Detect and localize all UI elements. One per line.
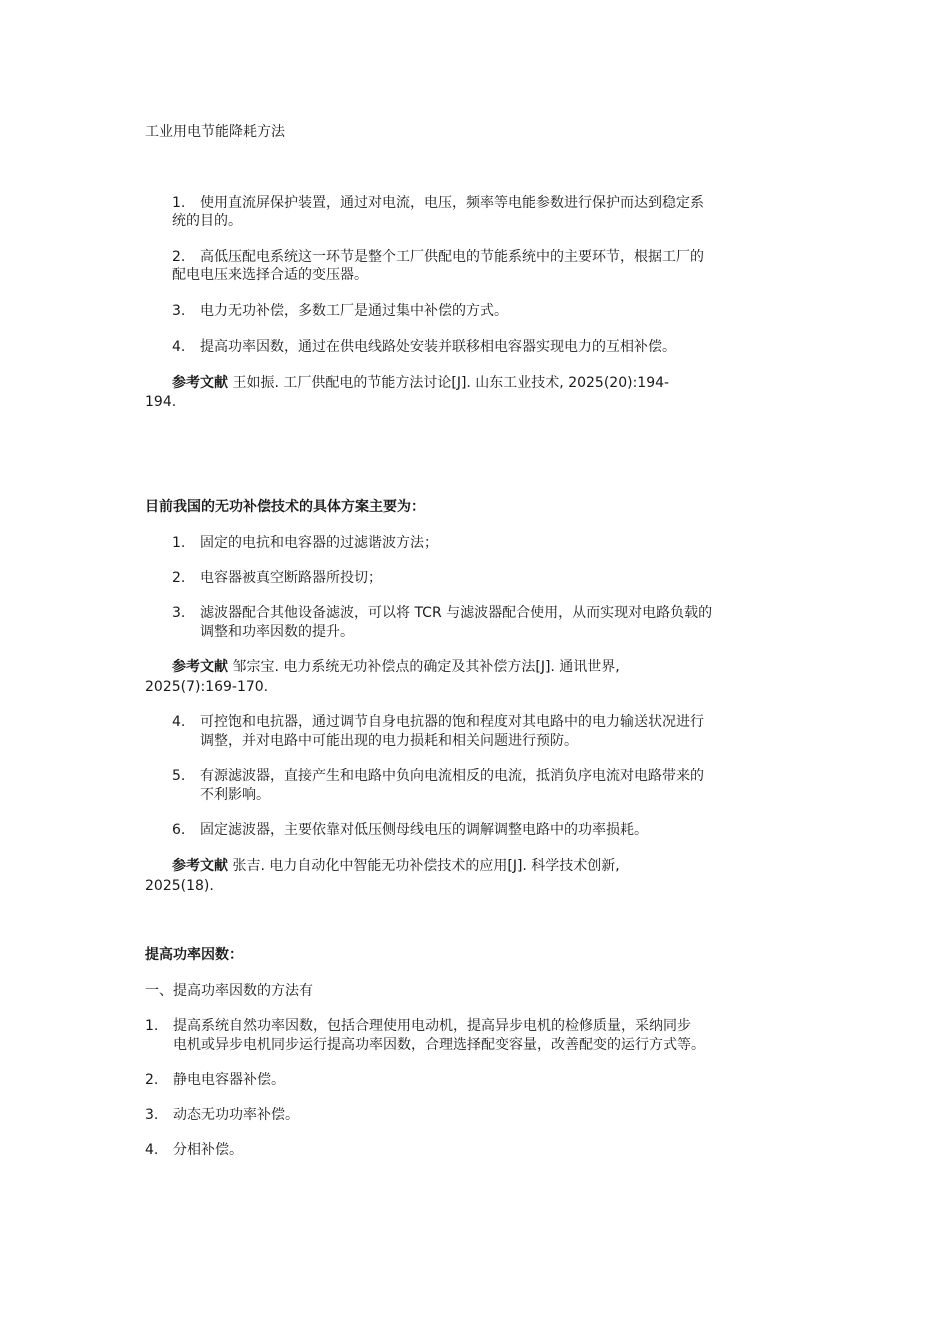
list-item (145, 1070, 285, 1090)
reference-text-cont: 2025(18). (145, 878, 214, 894)
reference (172, 856, 620, 876)
item-text-cont: 调整，并对电路中可能出现的电力损耗和相关问题进行预防。 (200, 733, 578, 749)
item-text: 滤波器配合其他设备滤波，可以将 TCR 与滤波器配合使用，从而实现对电路负载的 (200, 605, 713, 621)
item-text-cont: 配电电压来选择合适的变压器。 (172, 267, 368, 283)
item-text: 电力无功补偿，多数工厂是通过集中补偿的方式。 (200, 303, 508, 319)
reference-text-cont: 2025(7):169-170. (145, 679, 269, 695)
item-text-cont: 调整和功率因数的提升。 (200, 624, 354, 640)
reference-label: 参考文献 (172, 659, 228, 675)
list-item (172, 337, 676, 357)
list-item (172, 193, 704, 213)
item-text: 分相补偿。 (173, 1142, 243, 1158)
item-number: 1. (172, 195, 186, 211)
item-number: 4. (172, 339, 186, 355)
list-item (172, 820, 648, 840)
section-subheading: 一、提高功率因数的方法有 (145, 983, 313, 999)
item-text-cont: 不利影响。 (200, 787, 270, 803)
reference-text: 王如振. 工厂供配电的节能方法讨论[J]. 山东工业技术, 2025(20):194- (232, 375, 670, 391)
item-number: 2. (172, 570, 186, 586)
section-heading: 目前我国的无功补偿技术的具体方案主要为： (145, 499, 425, 515)
section-heading: 提高功率因数： (145, 947, 243, 963)
item-number: 2. (145, 1072, 159, 1088)
item-text: 固定滤波器，主要依靠对低压侧母线电压的调解调整电路中的功率损耗。 (200, 822, 648, 838)
item-text: 可控饱和电抗器，通过调节自身电抗器的饱和程度对其电路中的电力输送状况进行 (200, 714, 704, 730)
item-text-cont: 电机或异步电机同步运行提高功率因数，合理选择配变容量，改善配变的运行方式等。 (173, 1037, 705, 1053)
item-text: 使用直流屏保护装置，通过对电流，电压，频率等电能参数进行保护而达到稳定系 (200, 195, 704, 211)
item-text: 动态无功功率补偿。 (173, 1107, 299, 1123)
list-item (172, 301, 508, 321)
list-item (145, 1016, 691, 1036)
item-text: 有源滤波器，直接产生和电路中负向电流相反的电流，抵消负序电流对电路带来的 (200, 768, 704, 784)
list-item (172, 603, 712, 623)
list-item (172, 247, 704, 267)
reference-text: 邹宗宝. 电力系统无功补偿点的确定及其补偿方法[J]. 通讯世界, (232, 659, 620, 675)
item-text: 提高功率因数，通过在供电线路处安装并联移相电容器实现电力的互相补偿。 (200, 339, 676, 355)
list-item (145, 1140, 243, 1160)
item-text-cont: 统的目的。 (172, 213, 242, 229)
item-number: 3. (172, 303, 186, 319)
reference-text: 张吉. 电力自动化中智能无功补偿技术的应用[J]. 科学技术创新, (232, 858, 620, 874)
list-item (172, 533, 438, 553)
reference-text-cont: 194. (145, 394, 177, 410)
list-item (145, 1105, 299, 1125)
item-text: 提高系统自然功率因数，包括合理使用电动机，提高异步电机的检修质量，采纳同步 (173, 1018, 691, 1034)
reference (172, 657, 620, 677)
item-number: 4. (145, 1142, 159, 1158)
item-number: 5. (172, 768, 186, 784)
reference (172, 373, 669, 393)
reference-label: 参考文献 (172, 858, 228, 874)
item-text: 静电电容器补偿。 (173, 1072, 285, 1088)
list-item (172, 766, 704, 786)
item-number: 4. (172, 714, 186, 730)
reference-label: 参考文献 (172, 375, 228, 391)
item-text: 电容器被真空断路器所投切； (200, 570, 382, 586)
doc-title: 工业用电节能降耗方法 (145, 124, 285, 140)
item-number: 3. (145, 1107, 159, 1123)
list-item (172, 568, 382, 588)
item-text: 高低压配电系统这一环节是整个工厂供配电的节能系统中的主要环节，根据工厂的 (200, 249, 704, 265)
item-number: 2. (172, 249, 186, 265)
item-number: 6. (172, 822, 186, 838)
item-number: 3. (172, 605, 186, 621)
item-number: 1. (145, 1018, 159, 1034)
list-item (172, 712, 704, 732)
item-text: 固定的电抗和电容器的过滤谐波方法； (200, 535, 438, 551)
item-number: 1. (172, 535, 186, 551)
